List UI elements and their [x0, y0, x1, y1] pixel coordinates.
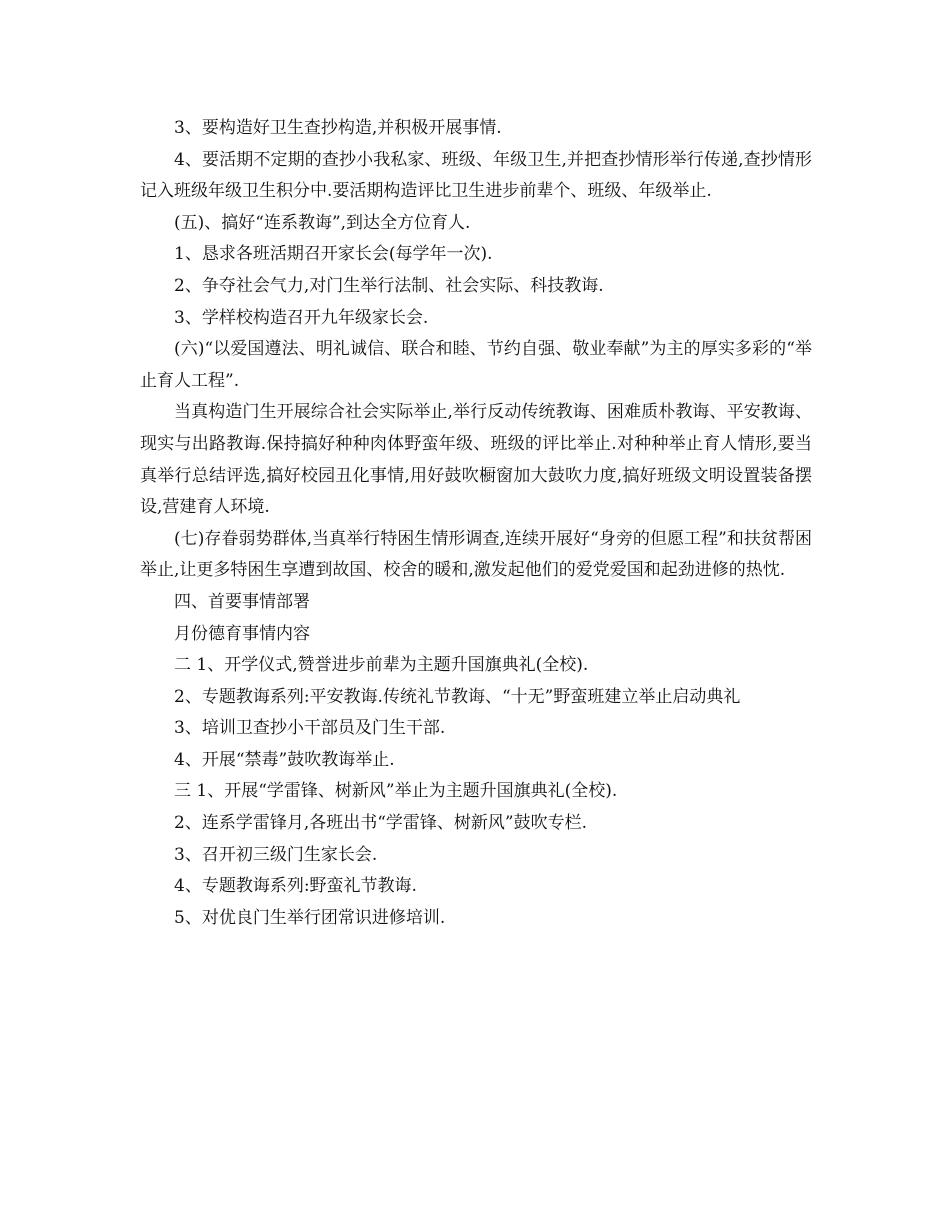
paragraph: (五)、搞好“连系教诲”,到达全方位育人. [174, 212, 471, 233]
paragraph: 二 1、开学仪式,赞誉进步前辈为主题升国旗典礼(全校). [174, 655, 589, 676]
paragraph: 3、要构造好卫生查抄构造,并积极开展事情. [174, 118, 502, 138]
paragraph: 3、培训卫查抄小干部员及门生干部. [174, 718, 446, 739]
paragraph: 三 1、开展“学雷锋、树新风”举止为主题升国旗典礼(全校). [174, 781, 618, 802]
paragraph: 4、开展“禁毒”鼓吹教诲举止. [174, 749, 395, 770]
paragraph: 当真构造门生开展综合社会实际举止,举行反动传统教诲、困难质朴教诲、平安教诲、现实与出路教诲.保持搞好种种肉体野蛮年级、班级的评比举止.对种种举止育人情形,要当真举行总结评选,搞好校园丑化事情,用好鼓吹橱窗加大鼓吹力度,搞好班级文明设置装备摆设,营建育人环境. [140, 402, 812, 518]
paragraph: 3、召开初三级门生家长会. [174, 844, 378, 865]
paragraph: 4、要活期不定期的查抄小我私家、班级、年级卫生,并把查抄情形举行传递,查抄情形记入班级年级卫生积分中.要活期构造评比卫生进步前辈个、班级、年级举止. [140, 149, 812, 202]
document-body [140, 113, 812, 934]
paragraph: 1、恳求各班活期召开家长会(每学年一次). [174, 244, 493, 265]
paragraph: 2、争夺社会气力,对门生举行法制、社会实际、科技教诲. [174, 275, 604, 296]
paragraph: 4、专题教诲系列:野蛮礼节教诲. [174, 876, 417, 897]
paragraph: 2、专题教诲系列:平安教诲.传统礼节教诲、“十无”野蛮班建立举止启动典礼 [174, 686, 741, 707]
paragraph: 3、学样校构造召开九年级家长会. [174, 307, 429, 328]
section-subheading: 月份德育事情内容 [174, 623, 310, 644]
paragraph: (六)“以爱国遵法、明礼诚信、联合和睦、节约自强、敬业奉献”为主的厚实多彩的“举止育人工程”. [140, 339, 812, 391]
paragraph: (七)存眷弱势群体,当真举行特困生情形调查,连续开展好“身旁的但愿工程”和扶贫帮困举止,让更多特困生享遭到故国、校舍的暖和,激发起他们的爱党爱国和起劲进修的热忱. [140, 528, 812, 581]
section-heading: 四、首要事情部署 [174, 591, 310, 612]
paragraph: 2、连系学雷锋月,各班出书“学雷锋、树新风”鼓吹专栏. [174, 813, 588, 834]
paragraph: 5、对优良门生举行团常识进修培训. [174, 907, 446, 928]
